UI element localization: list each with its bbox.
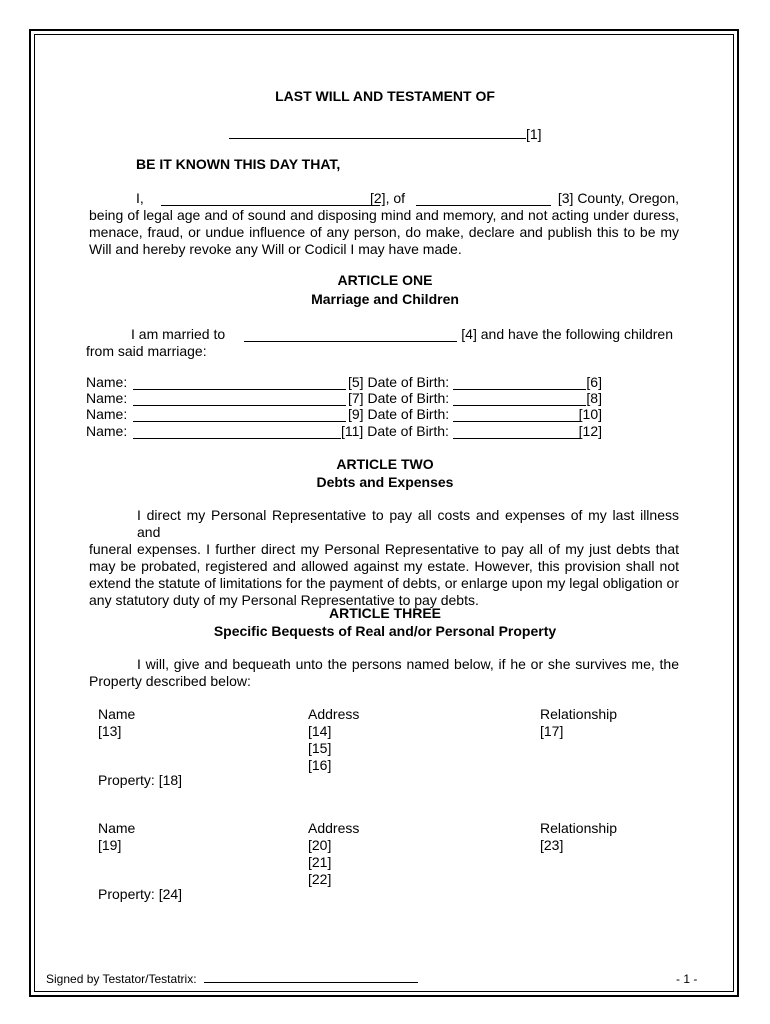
article-two-subheading: Debts and Expenses (316, 474, 454, 490)
name-blank-2[interactable] (161, 192, 380, 206)
child-dob-blank[interactable] (453, 425, 580, 439)
bequest-relationship-heading: Relationship (540, 706, 618, 722)
bequest-name-heading: Name (98, 820, 136, 836)
child-name-blank[interactable] (133, 376, 346, 390)
bequest-relationship-tag: [23] (540, 837, 564, 853)
article-one-heading: ARTICLE ONE (337, 272, 433, 288)
signature-blank[interactable] (204, 971, 418, 983)
blank1-tag: [1] (526, 126, 542, 142)
bequest-relationship-tag: [17] (540, 723, 564, 739)
signature-line: Signed by Testator/Testatrix: (46, 971, 418, 988)
article-three-subheading: Specific Bequests of Real and/or Personal Property (213, 623, 557, 639)
child-name-label: Name: (86, 374, 128, 390)
testator-name-blank[interactable] (229, 125, 526, 139)
child-name-label: Name: (86, 390, 128, 406)
be-it-known: BE IT KNOWN THIS DAY THAT, (136, 156, 341, 172)
bequest-intro: I will, give and bequeath unto the persons named below, if he or she survives me, the Property described below: (89, 656, 679, 689)
testator-name-line (229, 125, 542, 143)
child-name-label: Name: (86, 423, 128, 439)
child-dob-blank[interactable] (453, 392, 586, 406)
child-dob-tag: [8] (586, 390, 602, 406)
bequest-relationship-heading: Relationship (540, 820, 618, 836)
article-two-heading: ARTICLE TWO (336, 456, 434, 472)
intro-paragraph: being of legal age and of sound and disposing mind and memory, and not acting under duress, menace, fraud, or undue influence of any person, do make, declare and publish this to be my Will and hereby revoke any Will or Codicil I may have made. (89, 207, 679, 257)
child-name-blank[interactable] (133, 425, 341, 439)
spouse-blank-4[interactable] (244, 328, 457, 342)
child-name-blank[interactable] (133, 392, 346, 406)
bequest-address-tag: [16] (308, 757, 332, 773)
bequest-address-tag: [21] (308, 854, 332, 870)
child-dob-tag: [10] (578, 406, 602, 422)
child-dob-tag: [12] (578, 423, 602, 439)
bequest-address-tag: [20] (308, 837, 332, 853)
child-name-label: Name: (86, 406, 128, 422)
county-blank-3[interactable] (416, 192, 551, 206)
child-dob-blank[interactable] (453, 408, 580, 422)
bequest-name-heading: Name (98, 706, 136, 722)
bequest-property: Property: [24] (98, 886, 183, 902)
child-name-tag: [5] Date of Birth: (348, 374, 450, 390)
bequest-name-tag: [13] (98, 723, 122, 739)
child-dob-blank[interactable] (453, 376, 586, 390)
debts-paragraph: I direct my Personal Representative to pay all costs and expenses of my last illness and funeral expenses. I further direct my Personal Representative to pay all of my just debts that may be probated, registered and allowed against my estate. However, this provision shall not extend the statute of limitations for the payment of debts, or enlarge upon my legal obligation or any statutory duty of my Personal Representative to pay debts. (89, 507, 679, 608)
bequest-address-heading: Address (308, 706, 360, 722)
child-dob-tag: [6] (586, 374, 602, 390)
article-one-subheading: Marriage and Children (311, 291, 459, 307)
document-title: LAST WILL AND TESTAMENT OF (275, 88, 495, 104)
child-name-tag: [7] Date of Birth: (348, 390, 450, 406)
bequest-address-tag: [22] (308, 871, 332, 887)
bequest-address-tag: [14] (308, 723, 332, 739)
child-name-tag: [11] Date of Birth: (341, 423, 449, 439)
article-three-heading: ARTICLE THREE (329, 605, 441, 621)
bequest-address-tag: [15] (308, 740, 332, 756)
child-name-blank[interactable] (133, 408, 346, 422)
bequest-name-tag: [19] (98, 837, 122, 853)
married-line-2: from said marriage: (86, 343, 207, 359)
child-name-tag: [9] Date of Birth: (348, 406, 450, 422)
page-number: - 1 - (676, 972, 698, 986)
bequest-property: Property: [18] (98, 772, 183, 788)
bequest-address-heading: Address (308, 820, 360, 836)
